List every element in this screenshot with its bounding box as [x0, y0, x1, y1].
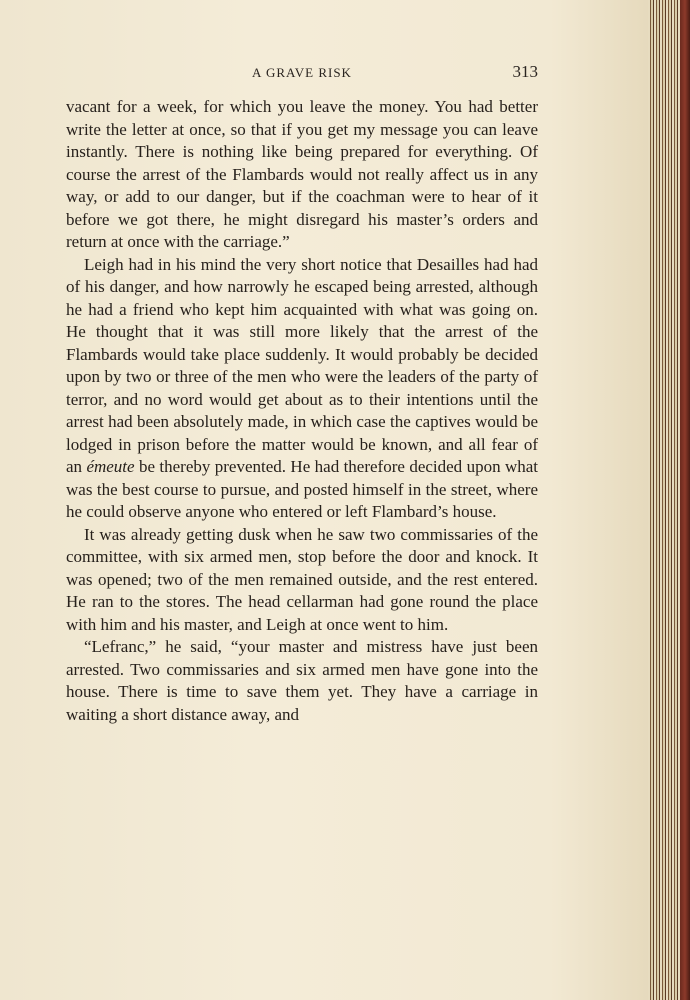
body-text: [66, 96, 538, 726]
page-edges: [648, 0, 690, 1000]
paragraph-2: [66, 254, 538, 524]
paragraph-2-text-after: be thereby prevented. He had therefore decided upon what was the best course to pursue, and posted himself in the street, where he could observe anyone who entered or left Flambard’s house.: [66, 457, 538, 521]
paragraph-1: vacant for a week, for which you leave the money. You had better write the letter at once, so that if you get my message you can leave instantly. There is nothing like being prepared for everything. Of course the arrest of the Flambards would not really affect us in any way, or add to our danger, but if the coachman were to hear of it before we got there, he might disregard his master’s orders and return at once with the carriage.”: [66, 97, 538, 251]
italic-word: émeute: [86, 457, 135, 476]
running-head: A GRAVE RISK: [252, 65, 352, 80]
paragraph-4: “Lefranc,” he said, “your master and mistress have just been arrested. Two commissaries and six armed men have gone into the house. There is time to save them yet. They have a carriage in waiting a short distance away, and: [66, 637, 538, 724]
paragraph-3: It was already getting dusk when he saw two commissaries of the committee, with six armed men, stop before the door and knock. It was opened; two of the men remained outside, and the rest entered. He ran to the stores. The head cellarman had gone round the place with him and his master, and Leigh at once went to him.: [66, 524, 538, 634]
page-header: [66, 62, 538, 84]
page-number: 313: [512, 62, 538, 81]
paragraph-2-text-before: Leigh had in his mind the very short notice that Desailles had had of his danger, and how narrowly he escaped being arrested, although he had a friend who kept him acquainted with what was going on. He thought that it was still more likely that the arrest of the Flambards would take place suddenly. It would probably be decided upon by two or three of the men who were the leaders of the party of terror, and no word would get about as to their intentions until the arrest had been absolutely made, in which case the captives would be lodged in prison before the matter would be known, and all fear of an: [66, 254, 538, 476]
